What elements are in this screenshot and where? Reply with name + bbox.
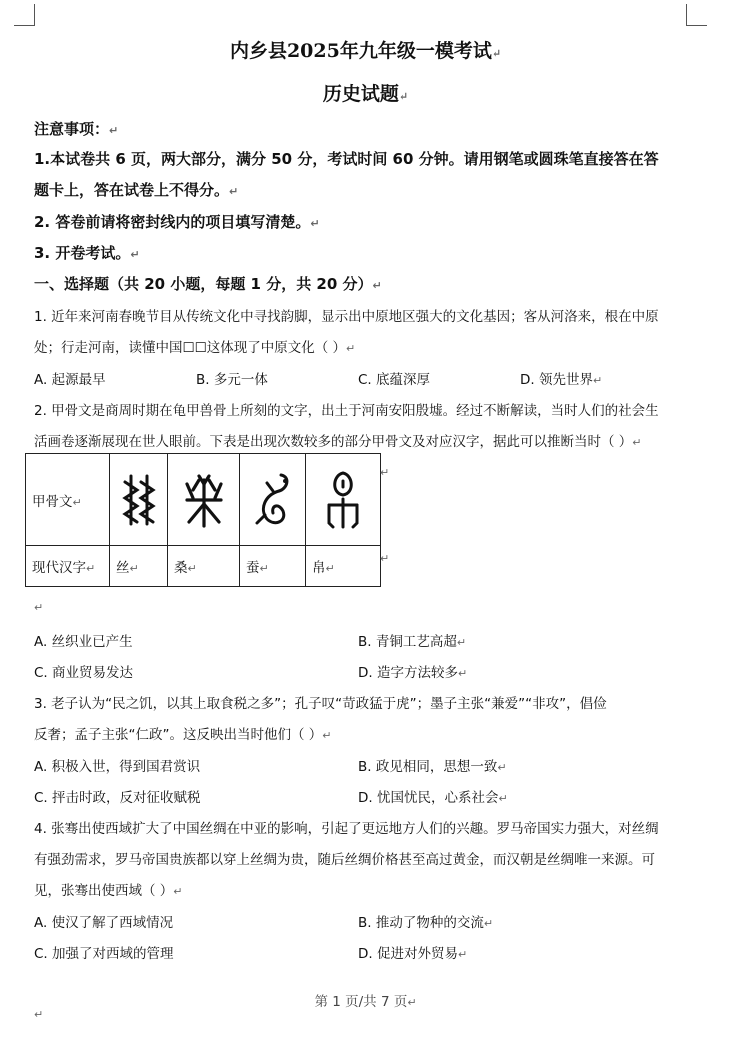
q2-option-d: D. 造字方法较多↵: [358, 665, 468, 681]
notes-item1-line1: 1.本试卷共 6 页，两大部分，满分 50 分，考试时间 60 分钟。请用钢笔或圆珠笔直接答在答: [34, 150, 659, 168]
oracle-bo-cell: [306, 454, 381, 546]
q3-line2: 反奢；孟子主张“仁政”。这反映出当时他们（ ）↵: [34, 727, 332, 743]
oracle-bo-icon: [306, 469, 380, 531]
modern-row: [26, 546, 381, 587]
oracle-row-label: 甲骨文↵: [26, 454, 110, 546]
q1-line2: 处；行走河南，读懂中国☐☐这体现了中原文化（ ）↵: [34, 340, 356, 356]
modern-row-label: 现代汉字↵: [26, 546, 110, 587]
notes-item1-line2: 题卡上，答在试卷上不得分。↵: [34, 181, 239, 199]
q4-option-c: C. 加强了对西域的管理: [34, 946, 174, 962]
q3-line1: 3. 老子认为“民之饥，以其上取食税之多”；孔子叹“苛政猛于虎”；墨子主张“兼爱”“非攻”，倡俭: [34, 696, 607, 712]
notes-item2: 2. 答卷前请将密封线内的项目填写清楚。↵: [34, 213, 320, 231]
modern-char-bo: 帛↵: [306, 546, 381, 587]
table-row-mark-2: ↵: [380, 552, 390, 565]
oracle-can-cell: [240, 454, 306, 546]
modern-char-can: 蚕↵: [240, 546, 306, 587]
modern-char-si: 丝↵: [110, 546, 168, 587]
q4-line1: 4. 张骞出使西域扩大了中国丝绸在中亚的影响，引起了更远地方人们的兴趣。罗马帝国实力强大，对丝绸: [34, 821, 659, 837]
q3-option-b: B. 政见相同，思想一致↵: [358, 759, 507, 775]
section1-heading: 一、选择题（共 20 小题，每题 1 分，共 20 分）↵: [34, 275, 382, 293]
exam-subtitle: 历史试题↵: [322, 83, 409, 105]
notes-heading: 注意事项：↵: [34, 120, 119, 138]
exam-title: 内乡县2025年九年级一模考试↵: [229, 40, 502, 62]
q2-option-c: C. 商业贸易发达: [34, 665, 134, 681]
oracle-row: [26, 454, 381, 546]
q1-option-a: A. 起源最早: [34, 372, 106, 388]
crop-mark-left: [34, 4, 35, 26]
blank-line-mark: ↵: [34, 601, 44, 614]
oracle-can-icon: [240, 469, 305, 531]
q3-option-d: D. 忧国忧民，心系社会↵: [358, 790, 508, 806]
end-mark: ↵: [34, 1008, 44, 1021]
crop-mark-right: [686, 4, 687, 26]
q2-line1: 2. 甲骨文是商周时期在龟甲兽骨上所刻的文字，出土于河南安阳殷墟。经过不断解读，当时人们的社会生: [34, 403, 659, 419]
page-number: 第 1 页/共 7 页↵: [314, 994, 417, 1010]
oracle-sang-cell: [168, 454, 240, 546]
modern-char-sang: 桑↵: [168, 546, 240, 587]
q4-line3: 见，张骞出使西域（ ）↵: [34, 883, 183, 899]
q2-line2: 活画卷逐渐展现在世人眼前。下表是出现次数较多的部分甲骨文及对应汉字，据此可以推断当时（ ）↵: [34, 434, 642, 450]
oracle-si-icon: [110, 470, 167, 530]
q4-option-a: A. 使汉了解了西域情况: [34, 915, 174, 931]
q3-option-c: C. 抨击时政，反对征收赋税: [34, 790, 201, 806]
oracle-table: [25, 453, 381, 587]
q2-option-b: B. 青铜工艺高超↵: [358, 634, 467, 650]
crop-mark-right-h: [686, 25, 707, 26]
q4-option-b: B. 推动了物种的交流↵: [358, 915, 494, 931]
notes-item3: 3. 开卷考试。↵: [34, 244, 140, 262]
table-row-mark-1: ↵: [380, 466, 390, 479]
q1-option-c: C. 底蕴深厚: [358, 372, 431, 388]
q1-line1: 1. 近年来河南春晚节目从传统文化中寻找韵脚，显示出中原地区强大的文化基因；客从河洛来，根在中原: [34, 309, 659, 325]
q3-option-a: A. 积极入世，得到国君赏识: [34, 759, 201, 775]
q4-option-d: D. 促进对外贸易↵: [358, 946, 468, 962]
oracle-sang-icon: [168, 470, 239, 530]
crop-mark-left-h: [14, 25, 35, 26]
q4-line2: 有强劲需求，罗马帝国贵族都以穿上丝绸为贵，随后丝绸价格甚至高过黄金，而汉朝是丝绸唯一来源。可: [34, 852, 655, 868]
q2-option-a: A. 丝织业已产生: [34, 634, 133, 650]
q1-option-b: B. 多元一体: [196, 372, 268, 388]
oracle-si-cell: [110, 454, 168, 546]
q1-option-d: D. 领先世界↵: [520, 372, 603, 388]
